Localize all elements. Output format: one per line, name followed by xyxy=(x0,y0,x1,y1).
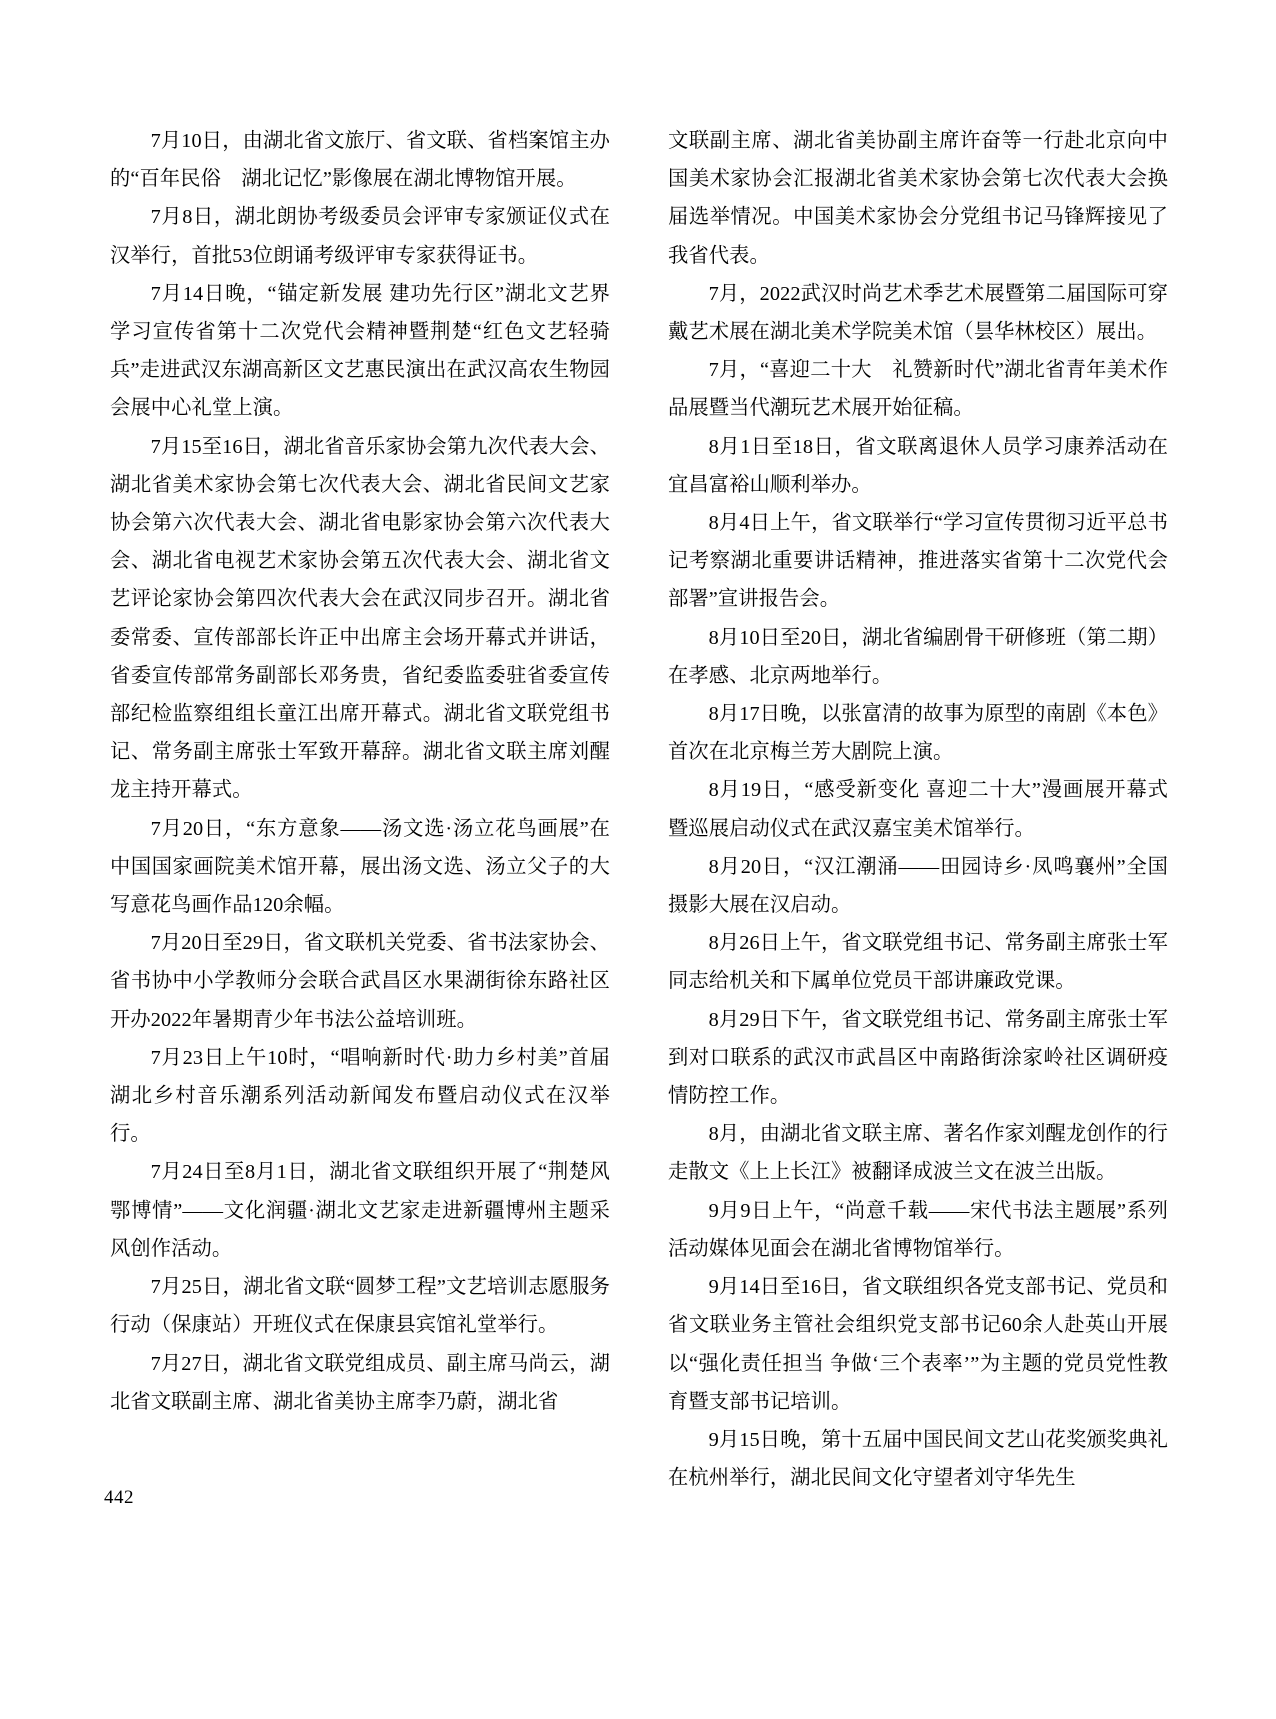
paragraph: 8月10日至20日，湖北省编剧骨干研修班（第二期）在孝感、北京两地举行。 xyxy=(668,626,1168,687)
paragraph: 7月，2022武汉时尚艺术季艺术展暨第二届国际可穿戴艺术展在湖北美术学院美术馆（昙华林校区）展出。 xyxy=(668,282,1168,344)
paragraph: 8月19日，“感受新变化 喜迎二十大”漫画展开幕式暨巡展启动仪式在武汉嘉宝美术馆举行。 xyxy=(668,779,1168,840)
paragraph: 7月，“喜迎二十大 礼赞新时代”湖北省青年美术作品展暨当代潮玩艺术展开始征稿。 xyxy=(668,359,1168,420)
left-column xyxy=(110,122,631,1432)
paragraph: 7月10日，由湖北省文旅厅、省文联、省档案馆主办的“百年民俗 湖北记忆”影像展在湖北博物馆开展。 xyxy=(110,130,610,191)
page-number: 442 xyxy=(104,1487,134,1508)
paragraph: 8月1日至18日，省文联离退休人员学习康养活动在宜昌富裕山顺利举办。 xyxy=(668,435,1168,496)
right-column xyxy=(668,122,1168,1490)
paragraph: 7月20日至29日，省文联机关党委、省书法家协会、省书协中小学教师分会联合武昌区水果湖街徐东路社区开办2022年暑期青少年书法公益培训班。 xyxy=(110,932,610,1031)
paragraph: 8月17日晚，以张富清的故事为原型的南剧《本色》首次在北京梅兰芳大剧院上演。 xyxy=(668,703,1168,764)
paragraph: 9月15日晚，第十五届中国民间文艺山花奖颁奖典礼在杭州举行，湖北民间文化守望者刘守华先生 xyxy=(668,1428,1168,1490)
paragraph: 文联副主席、湖北省美协副主席许奋等一行赴北京向中国美术家协会汇报湖北省美术家协会第七次代表大会换届选举情况。中国美术家协会分党组书记马锋辉接见了我省代表。 xyxy=(668,130,1168,267)
paragraph: 7月15至16日，湖北省音乐家协会第九次代表大会、湖北省美术家协会第七次代表大会、湖北省民间文艺家协会第六次代表大会、湖北省电影家协会第六次代表大会、湖北省电视艺术家协会第五次代表大会、湖北省文艺评论家协会第四次代表大会在武汉同步召开。湖北省委常委、宣传部部长许正中出席主会场开幕式并讲话，省委宣传部常务副部长邓务贵，省纪委监委驻省委宣传部纪检监察组组长童江出席开幕式。湖北省文联党组书记、常务副主席张士军致开幕辞。湖北省文联主席刘醒龙主持开幕式。 xyxy=(110,435,610,802)
paragraph: 8月4日上午，省文联举行“学习宣传贯彻习近平总书记考察湖北重要讲话精神，推进落实省第十二次党代会部署”宣讲报告会。 xyxy=(668,512,1168,611)
paragraph: 7月8日，湖北朗协考级委员会评审专家颁证仪式在汉举行，首批53位朗诵考级评审专家获得证书。 xyxy=(110,206,610,267)
paragraph: 7月24日至8月1日，湖北省文联组织开展了“荆楚风 鄂博情”——文化润疆·湖北文艺家走进新疆博州主题采风创作活动。 xyxy=(110,1161,631,1260)
paragraph: 7月14日晚，“锚定新发展 建功先行区”湖北文艺界学习宣传省第十二次党代会精神暨荆楚“红色文艺轻骑兵”走进武汉东湖高新区文艺惠民演出在武汉高农生物园会展中心礼堂上演。 xyxy=(110,282,610,420)
paragraph: 7月20日，“东方意象——汤文选·汤立花鸟画展”在中国国家画院美术馆开幕，展出汤文选、汤立父子的大写意花鸟画作品120余幅。 xyxy=(110,817,610,917)
paragraph: 8月29日下午，省文联党组书记、常务副主席张士军到对口联系的武汉市武昌区中南路街涂家岭社区调研疫情防控工作。 xyxy=(668,1008,1168,1108)
paragraph: 7月23日上午10时，“唱响新时代·助力乡村美”首届湖北乡村音乐潮系列活动新闻发布暨启动仪式在汉举行。 xyxy=(110,1046,610,1146)
paragraph: 8月，由湖北省文联主席、著名作家刘醒龙创作的行走散文《上上长江》被翻译成波兰文在波兰出版。 xyxy=(668,1123,1168,1184)
two-column-text-area xyxy=(110,122,1168,1490)
paragraph: 7月27日，湖北省文联党组成员、副主席马尚云，湖北省文联副主席、湖北省美协主席李乃蔚，湖北省 xyxy=(110,1352,610,1413)
paragraph: 8月20日，“汉江潮涌——田园诗乡·凤鸣襄州”全国摄影大展在汉启动。 xyxy=(668,855,1168,917)
paragraph: 9月9日上午，“尚意千载——宋代书法主题展”系列活动媒体见面会在湖北省博物馆举行。 xyxy=(668,1199,1168,1260)
paragraph: 9月14日至16日，省文联组织各党支部书记、党员和省文联业务主管社会组织党支部书记60余人赴英山开展以“强化责任担当 争做‘三个表率’”为主题的党员党性教育暨支部书记培训。 xyxy=(668,1276,1168,1413)
paragraph: 8月26日上午，省文联党组书记、常务副主席张士军同志给机关和下属单位党员干部讲廉政党课。 xyxy=(668,932,1168,993)
paragraph: 7月25日，湖北省文联“圆梦工程”文艺培训志愿服务行动（保康站）开班仪式在保康县宾馆礼堂举行。 xyxy=(110,1276,610,1337)
